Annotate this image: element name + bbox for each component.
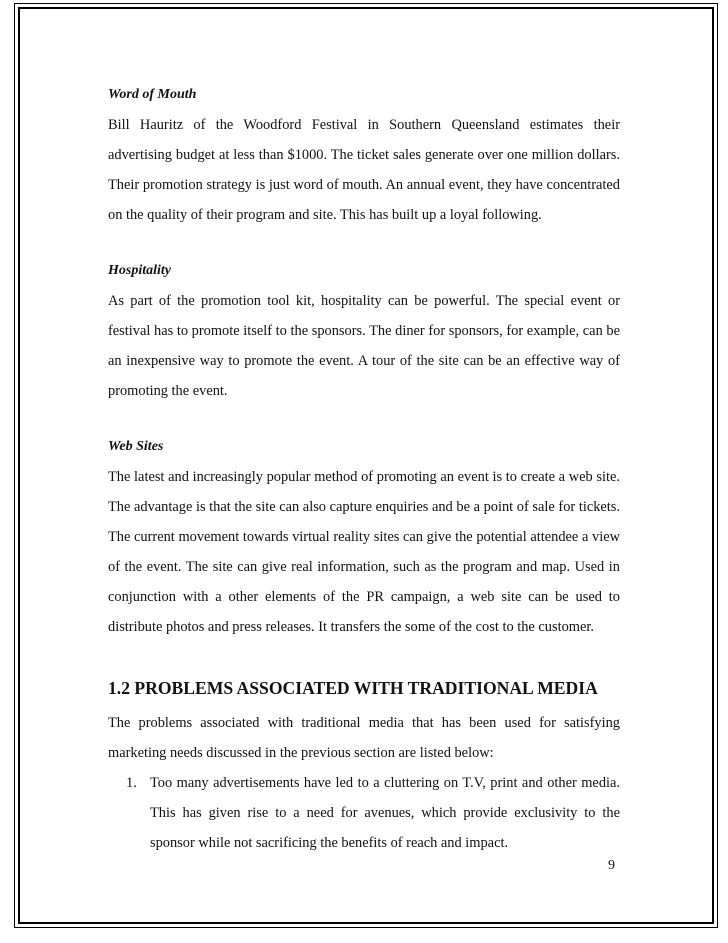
word-of-mouth-text: Bill Hauritz of the Woodford Festival in Southern Queensland estimates their advertising budget at less than $1000. The ticket sales generate over one million dollars. Their promotion strategy is just word of mouth. An annual event, they have concentrated on the quality of their program and site. This has built up a loyal following. xyxy=(108,117,620,223)
hospitality-heading: Hospitality xyxy=(108,263,171,278)
problems-list xyxy=(108,768,620,858)
list-item xyxy=(108,768,620,858)
page-content xyxy=(108,80,620,858)
web-sites-text: The latest and increasingly popular method of promoting an event is to create a web site. The advantage is that the site can also capture enquiries and be a point of sale for tickets. The current movement towards virtual reality sites can give the potential attendee a view of the event. The site can give real information, such as the program and map. Used in conjunction with a other elements of the PR campaign, a web site can be used to distribute photos and press releases. It transfers the some of the cost to the customer. xyxy=(108,469,620,635)
list-item-text: Too many advertisements have led to a cluttering on T.V, print and other media. This has given rise to a need for avenues, which provide exclusivity to the sponsor while not sacrificing the benefits of reach and impact. xyxy=(150,775,620,851)
page-number: 9 xyxy=(608,858,615,873)
problems-section-title: 1.2 PROBLEMS ASSOCIATED WITH TRADITIONAL MEDIA xyxy=(108,678,598,698)
hospitality-text: As part of the promotion tool kit, hospitality can be powerful. The special event or festival has to promote itself to the sponsors. The diner for sponsors, for example, can be an inexpensive way to promote the event. A tour of the site can be an effective way of promoting the event. xyxy=(108,293,620,399)
word-of-mouth-heading: Word of Mouth xyxy=(108,87,197,102)
web-sites-heading: Web Sites xyxy=(108,439,164,454)
list-item-number: 1. xyxy=(126,775,137,791)
problems-intro-text: The problems associated with traditional media that has been used for satisfying marketing needs discussed in the previous section are listed below: xyxy=(108,715,620,761)
